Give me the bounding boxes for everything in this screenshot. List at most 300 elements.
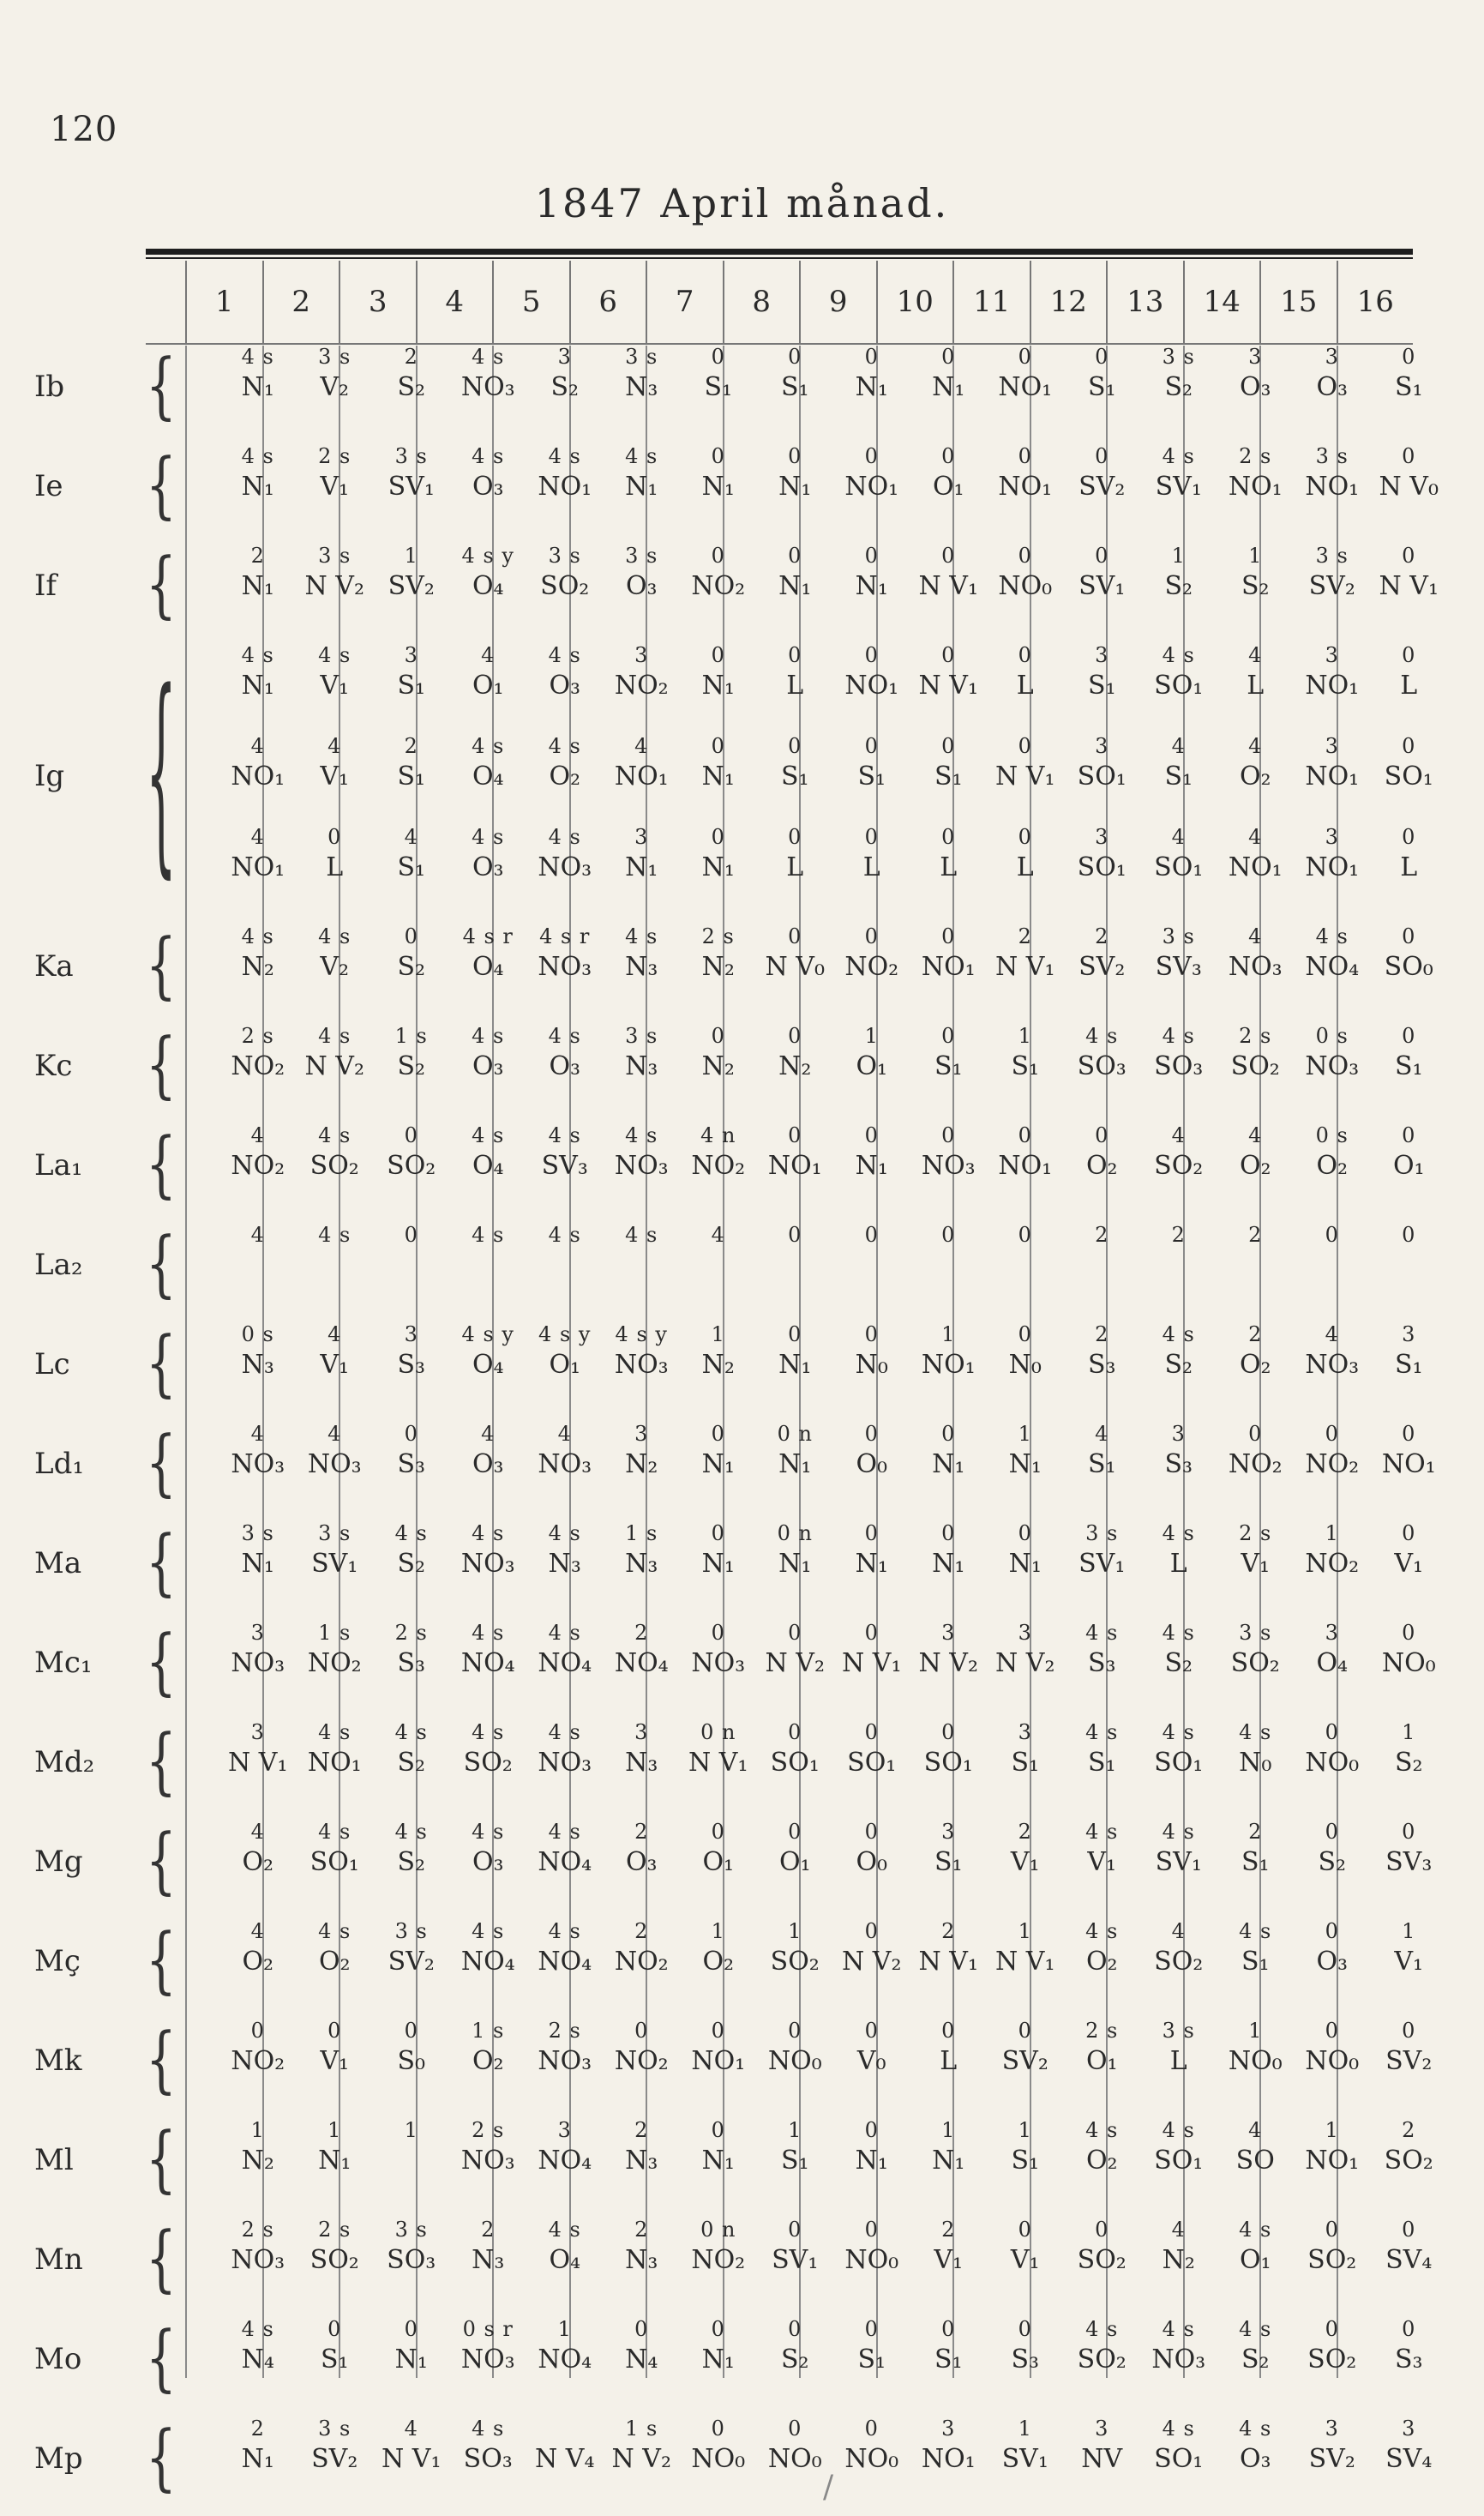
table-cell bbox=[987, 823, 1064, 886]
cell-wind bbox=[604, 1249, 681, 1284]
cell-value: 1 s bbox=[394, 1024, 428, 1048]
cell-wind: SO₂ bbox=[1307, 2344, 1357, 2375]
column-header: 11 bbox=[952, 261, 1030, 345]
table-cell bbox=[987, 2415, 1064, 2477]
cell-wind: SO₃ bbox=[1154, 1051, 1204, 1082]
cell-wind: V₁ bbox=[1394, 1947, 1424, 1977]
table-cell bbox=[373, 1022, 450, 1085]
table-cell bbox=[680, 1122, 757, 1184]
table-cell bbox=[757, 641, 834, 704]
cell-wind: S₁ bbox=[1011, 1748, 1040, 1779]
table-cell bbox=[680, 2116, 757, 2179]
cell-wind: V₁ bbox=[320, 2046, 350, 2077]
table-row bbox=[219, 732, 1447, 795]
cell-wind: O₀ bbox=[856, 1449, 888, 1480]
cell-value: 4 bbox=[1325, 1322, 1339, 1346]
cell-wind: O₃ bbox=[625, 571, 658, 602]
table-cell bbox=[987, 1122, 1064, 1184]
cell-value: 2 s bbox=[548, 2019, 581, 2043]
table-cell bbox=[297, 1818, 374, 1881]
cell-wind: O₁ bbox=[1239, 2245, 1271, 2276]
cell-wind: NO₂ bbox=[691, 1151, 746, 1182]
station-group bbox=[34, 1420, 1436, 1511]
table-cell bbox=[219, 1221, 297, 1284]
table-cell bbox=[757, 732, 834, 795]
cell-value: 0 bbox=[634, 2317, 649, 2341]
cell-wind: L bbox=[1169, 2046, 1187, 2077]
cell-value: 4 s bbox=[548, 1123, 581, 1147]
cell-wind: N₁ bbox=[855, 372, 888, 403]
table-cell bbox=[910, 542, 988, 605]
cell-wind: NO₄ bbox=[538, 1847, 592, 1878]
cell-value: 3 s bbox=[318, 345, 351, 369]
cell-wind: NO₁ bbox=[614, 761, 669, 792]
cell-value: 4 bbox=[1248, 825, 1263, 849]
cell-value: 4 s bbox=[548, 1919, 581, 1943]
table-cell bbox=[1140, 2315, 1217, 2378]
cell-value: 4 bbox=[327, 1322, 342, 1346]
table-cell bbox=[757, 1221, 834, 1284]
cell-wind: S₂ bbox=[1164, 1648, 1193, 1679]
cell-wind: NO₁ bbox=[767, 1151, 822, 1182]
table-cell bbox=[1217, 1718, 1295, 1781]
table-cell bbox=[219, 1520, 297, 1582]
table-cell bbox=[833, 442, 910, 505]
cell-wind: N V₁ bbox=[995, 761, 1055, 792]
table-cell bbox=[1371, 343, 1448, 406]
brace-glyph: { bbox=[146, 1123, 177, 1207]
cell-value: 3 bbox=[1325, 643, 1339, 667]
page-title: 1847 April månad. bbox=[534, 180, 950, 226]
cell-wind: S₂ bbox=[1241, 2344, 1270, 2375]
cell-wind: N₁ bbox=[625, 472, 658, 503]
table-cell bbox=[450, 2415, 527, 2477]
cell-value: 4 s bbox=[1085, 1024, 1119, 1048]
cell-value: 0 bbox=[788, 825, 802, 849]
cell-value: 4 bbox=[327, 734, 342, 758]
cell-value: 0 bbox=[864, 924, 879, 948]
table-cell bbox=[1064, 1022, 1141, 1085]
station-group bbox=[34, 442, 1439, 533]
table-cell bbox=[987, 343, 1064, 406]
cell-value: 0 bbox=[1402, 2019, 1416, 2043]
cell-value: 4 s bbox=[472, 444, 505, 468]
table-cell bbox=[604, 1619, 681, 1682]
table-cell bbox=[604, 2017, 681, 2080]
cell-wind: O₂ bbox=[472, 2046, 504, 2077]
column-header: 15 bbox=[1259, 261, 1337, 345]
cell-wind: L bbox=[786, 671, 804, 701]
cell-wind: S₂ bbox=[1318, 1847, 1347, 1878]
table-row bbox=[219, 442, 1447, 505]
cell-value: 2 bbox=[634, 1621, 649, 1645]
table-cell bbox=[833, 542, 910, 605]
table-cell bbox=[219, 2116, 297, 2179]
table-cell bbox=[604, 823, 681, 886]
cell-wind: SO₁ bbox=[1077, 761, 1127, 792]
table-cell bbox=[526, 2216, 604, 2278]
table-cell bbox=[219, 732, 297, 795]
cell-wind: NO₀ bbox=[844, 2444, 899, 2475]
cell-value: 2 s bbox=[1239, 1024, 1272, 1048]
table-cell bbox=[604, 2315, 681, 2378]
cell-wind bbox=[1371, 1249, 1448, 1284]
table-cell bbox=[1064, 1917, 1141, 1980]
cell-value: 1 bbox=[1171, 544, 1186, 568]
cell-wind: N V₄ bbox=[535, 2444, 595, 2475]
cell-wind: N₃ bbox=[625, 1051, 658, 1082]
cell-wind: SV₄ bbox=[1385, 2245, 1433, 2276]
table-row bbox=[219, 1917, 1447, 1980]
cell-wind: N₀ bbox=[1239, 1748, 1272, 1779]
cell-value: 1 bbox=[1018, 2118, 1032, 2142]
cell-wind: S₂ bbox=[1164, 1350, 1193, 1381]
brace-glyph: { bbox=[146, 2416, 177, 2500]
cell-wind: SO₁ bbox=[1154, 852, 1204, 883]
cell-wind: NO₄ bbox=[460, 1947, 515, 1977]
station-label: Ka bbox=[34, 949, 74, 984]
table-cell bbox=[604, 1122, 681, 1184]
cell-value: 0 bbox=[864, 825, 879, 849]
brace-glyph: { bbox=[146, 1819, 177, 1903]
station-label: Ib bbox=[34, 370, 65, 404]
column-header: 16 bbox=[1337, 261, 1414, 345]
cell-value: 3 s bbox=[318, 2417, 351, 2441]
cell-value: 0 bbox=[327, 2317, 342, 2341]
cell-wind: O₁ bbox=[778, 1847, 811, 1878]
cell-wind: NO₂ bbox=[231, 2046, 285, 2077]
cell-wind: NO₂ bbox=[1305, 1549, 1360, 1580]
cell-value: 0 bbox=[941, 2317, 956, 2341]
cell-wind: SV₂ bbox=[1001, 2046, 1048, 2077]
cell-value: 4 bbox=[1248, 2118, 1263, 2142]
cell-wind: N₁ bbox=[241, 671, 274, 701]
table-cell bbox=[1371, 923, 1448, 985]
cell-value: 0 bbox=[1095, 444, 1109, 468]
table-cell bbox=[1140, 1420, 1217, 1483]
cell-value: 3 s bbox=[1315, 544, 1349, 568]
cell-value: 4 s bbox=[472, 1223, 505, 1247]
table-cell bbox=[604, 1321, 681, 1383]
cell-value: 0 bbox=[864, 2118, 879, 2142]
cell-value: 3 s bbox=[548, 544, 581, 568]
cell-wind: N₁ bbox=[778, 1350, 812, 1381]
table-cell bbox=[680, 732, 757, 795]
cell-wind: S₁ bbox=[1164, 761, 1193, 792]
table-cell bbox=[1140, 542, 1217, 605]
table-cell bbox=[219, 823, 297, 886]
table-cell bbox=[1140, 1718, 1217, 1781]
table-cell bbox=[526, 1520, 604, 1582]
cell-value: 2 bbox=[941, 1919, 956, 1943]
station-group bbox=[34, 542, 1439, 633]
table-cell bbox=[450, 2315, 527, 2378]
table-cell bbox=[373, 1520, 450, 1582]
cell-wind: N V₂ bbox=[765, 1648, 825, 1679]
cell-value: 2 bbox=[941, 2218, 956, 2242]
cell-wind: NO₀ bbox=[844, 2245, 899, 2276]
cell-value: 0 bbox=[941, 544, 956, 568]
cell-wind: N₂ bbox=[778, 1051, 812, 1082]
cell-value: 2 bbox=[1171, 1223, 1186, 1247]
cell-value: 2 s bbox=[241, 1024, 274, 1048]
cell-value: 0 s bbox=[1315, 1123, 1349, 1147]
table-cell bbox=[987, 1718, 1064, 1781]
table-cell bbox=[450, 2216, 527, 2278]
cell-wind: L bbox=[786, 852, 804, 883]
table-cell bbox=[219, 1818, 297, 1881]
cell-value: 3 bbox=[1325, 734, 1339, 758]
cell-value: 0 bbox=[711, 1024, 725, 1048]
cell-value: 1 bbox=[1018, 2417, 1032, 2441]
cell-value: 0 bbox=[788, 1322, 802, 1346]
cell-wind: V₁ bbox=[320, 1350, 350, 1381]
table-cell bbox=[297, 1122, 374, 1184]
table-cell bbox=[1064, 2415, 1141, 2477]
cell-value: 4 s bbox=[1162, 1024, 1195, 1048]
cell-wind: SV₁ bbox=[1078, 1549, 1126, 1580]
cell-value: 4 s bbox=[1315, 924, 1349, 948]
table-cell bbox=[450, 2116, 527, 2179]
table-cell bbox=[1294, 823, 1371, 886]
cell-value: 3 s bbox=[318, 1521, 351, 1545]
cell-wind: NO₂ bbox=[307, 1648, 362, 1679]
table-cell bbox=[1217, 1619, 1295, 1682]
table-cell bbox=[604, 1420, 681, 1483]
cell-wind: NO₀ bbox=[767, 2046, 822, 2077]
table-cell bbox=[604, 2415, 681, 2477]
cell-value: 2 bbox=[250, 2417, 265, 2441]
cell-wind: O₄ bbox=[472, 952, 504, 983]
cell-wind: N₁ bbox=[855, 1151, 888, 1182]
cell-wind: NO₁ bbox=[1305, 852, 1360, 883]
cell-value: 0 bbox=[1402, 2317, 1416, 2341]
table-cell bbox=[987, 641, 1064, 704]
cell-value: 4 s y bbox=[461, 544, 514, 568]
cell-value: 4 s bbox=[625, 924, 658, 948]
cell-wind: O₃ bbox=[625, 1847, 658, 1878]
cell-wind: NO₀ bbox=[691, 2444, 746, 2475]
cell-wind: V₁ bbox=[934, 2245, 964, 2276]
table-cell bbox=[1064, 1321, 1141, 1383]
cell-value: 0 bbox=[711, 1820, 725, 1844]
cell-value: 0 bbox=[711, 345, 725, 369]
cell-value: 4 s bbox=[241, 345, 274, 369]
cell-wind: NO₀ bbox=[1228, 2046, 1283, 2077]
cell-wind: O₃ bbox=[549, 1051, 581, 1082]
table-cell bbox=[1217, 442, 1295, 505]
cell-wind: NO₃ bbox=[1305, 1350, 1360, 1381]
cell-value: 4 s bbox=[548, 444, 581, 468]
cell-value: 4 s bbox=[1085, 1820, 1119, 1844]
station-label: La₂ bbox=[34, 1248, 83, 1282]
cell-value: 3 s bbox=[1162, 345, 1195, 369]
table-cell bbox=[987, 1022, 1064, 1085]
cell-wind: NO₁ bbox=[231, 761, 285, 792]
table-cell bbox=[604, 1022, 681, 1085]
table-cell bbox=[680, 1818, 757, 1881]
cell-wind: O₁ bbox=[549, 1350, 581, 1381]
station-label: Lc bbox=[34, 1347, 70, 1381]
cell-wind: SO₁ bbox=[1077, 852, 1127, 883]
station-group bbox=[34, 1619, 1436, 1710]
table-cell bbox=[680, 1619, 757, 1682]
cell-value: 4 s bbox=[394, 1720, 428, 1744]
cell-wind: S₂ bbox=[550, 372, 580, 403]
table-cell bbox=[1217, 1520, 1295, 1582]
cell-wind: SO₂ bbox=[540, 571, 590, 602]
cell-wind: N₁ bbox=[241, 472, 274, 503]
table-cell bbox=[297, 1022, 374, 1085]
cell-wind: SV₁ bbox=[772, 2245, 819, 2276]
table-cell bbox=[757, 823, 834, 886]
cell-value: 4 s bbox=[394, 1820, 428, 1844]
table-cell bbox=[1064, 732, 1141, 795]
cell-value: 0 bbox=[788, 1720, 802, 1744]
cell-wind: NO₂ bbox=[614, 1947, 669, 1977]
cell-value: 3 bbox=[1095, 734, 1109, 758]
cell-value: 0 bbox=[327, 2019, 342, 2043]
table-cell bbox=[450, 1122, 527, 1184]
cell-wind: N₁ bbox=[241, 372, 274, 403]
cell-value: 0 bbox=[1018, 1521, 1032, 1545]
table-cell bbox=[680, 1718, 757, 1781]
table-cell bbox=[373, 641, 450, 704]
brace-glyph: { bbox=[146, 1421, 177, 1505]
table-cell bbox=[297, 1520, 374, 1582]
cell-value: 4 bbox=[711, 1223, 725, 1247]
cell-wind: S₂ bbox=[397, 1549, 426, 1580]
cell-wind: SO₂ bbox=[463, 1748, 513, 1779]
cell-value: 4 bbox=[250, 734, 265, 758]
cell-wind: SO₂ bbox=[309, 1151, 359, 1182]
table-cell bbox=[1294, 1917, 1371, 1980]
cell-wind: NO₂ bbox=[231, 1151, 285, 1182]
cell-value: 4 s bbox=[241, 2317, 274, 2341]
table-cell bbox=[1140, 442, 1217, 505]
cell-value: 4 s r bbox=[539, 924, 591, 948]
cell-wind: V₁ bbox=[320, 761, 350, 792]
table-row bbox=[219, 1818, 1447, 1881]
cell-wind: S₁ bbox=[934, 1051, 963, 1082]
table-cell bbox=[680, 641, 757, 704]
cell-value: 1 bbox=[1018, 1919, 1032, 1943]
cell-value: 0 n bbox=[700, 2218, 736, 2242]
cell-value: 4 s bbox=[472, 1820, 505, 1844]
table-cell bbox=[1371, 1917, 1448, 1980]
cell-wind: SV₁ bbox=[1155, 1847, 1202, 1878]
cell-wind: O₂ bbox=[702, 1947, 735, 1977]
cell-wind: N V₂ bbox=[995, 1648, 1055, 1679]
table-cell bbox=[1371, 2017, 1448, 2080]
cell-value: 4 s bbox=[625, 444, 658, 468]
cell-value: 0 bbox=[1018, 643, 1032, 667]
cell-value: 0 bbox=[864, 1322, 879, 1346]
brace-glyph: { bbox=[146, 443, 177, 527]
cell-wind: S₁ bbox=[780, 2146, 809, 2176]
cell-value: 0 bbox=[711, 2019, 725, 2043]
cell-wind: N₁ bbox=[701, 2344, 735, 2375]
cell-value: 0 bbox=[327, 825, 342, 849]
cell-value: 2 bbox=[634, 2218, 649, 2242]
table-row bbox=[219, 1022, 1447, 1085]
cell-value: 3 bbox=[404, 643, 418, 667]
table-cell bbox=[987, 923, 1064, 985]
table-cell bbox=[526, 442, 604, 505]
footer-mark: / bbox=[823, 2470, 834, 2505]
cell-wind: SO₂ bbox=[1230, 1648, 1280, 1679]
table-cell bbox=[1140, 732, 1217, 795]
table-cell bbox=[1217, 1420, 1295, 1483]
cell-wind: O₂ bbox=[1239, 1151, 1271, 1182]
cell-wind: N V₁ bbox=[842, 1648, 902, 1679]
cell-value: 2 s bbox=[1239, 444, 1272, 468]
table-cell bbox=[1371, 1818, 1448, 1881]
table-cell bbox=[219, 1321, 297, 1383]
table-cell bbox=[1294, 1619, 1371, 1682]
cell-value: 4 bbox=[1248, 734, 1263, 758]
cell-value: 3 s bbox=[1239, 1621, 1272, 1645]
table-cell bbox=[526, 2017, 604, 2080]
station-label: Mp bbox=[34, 2441, 83, 2476]
cell-wind: N V₂ bbox=[918, 1648, 978, 1679]
cell-wind: N₃ bbox=[625, 372, 658, 403]
cell-wind bbox=[373, 1249, 450, 1284]
cell-value: 0 s bbox=[241, 1322, 274, 1346]
table-cell bbox=[1064, 2315, 1141, 2378]
cell-wind: SV₂ bbox=[388, 571, 435, 602]
cell-value: 0 bbox=[1095, 2218, 1109, 2242]
cell-value: 2 bbox=[634, 1820, 649, 1844]
cell-wind bbox=[526, 1249, 604, 1284]
cell-wind: N V₀ bbox=[1379, 472, 1439, 503]
cell-value: 2 bbox=[404, 345, 418, 369]
cell-wind: SO₀ bbox=[1384, 952, 1433, 983]
cell-value: 0 bbox=[941, 2019, 956, 2043]
cell-wind bbox=[1140, 1249, 1217, 1284]
cell-value: 0 bbox=[1018, 2218, 1032, 2242]
cell-wind: N V₁ bbox=[995, 1947, 1055, 1977]
table-cell bbox=[604, 1818, 681, 1881]
cell-value: 4 s bbox=[1162, 1720, 1195, 1744]
cell-wind: SV₂ bbox=[311, 2444, 358, 2475]
cell-value: 0 bbox=[1402, 1123, 1416, 1147]
cell-value: 0 bbox=[404, 1422, 418, 1446]
cell-wind: O₁ bbox=[932, 472, 964, 503]
cell-wind: N V₀ bbox=[765, 952, 825, 983]
cell-wind: S₁ bbox=[1394, 1051, 1423, 1082]
cell-wind: SO₁ bbox=[309, 1847, 359, 1878]
cell-value: 0 bbox=[788, 1621, 802, 1645]
cell-value: 3 bbox=[1325, 2417, 1339, 2441]
table-cell bbox=[297, 2017, 374, 2080]
cell-wind: S₁ bbox=[1011, 2146, 1040, 2176]
cell-wind: O₁ bbox=[1085, 2046, 1118, 2077]
cell-wind: N V₁ bbox=[1379, 571, 1439, 602]
table-cell bbox=[1140, 2216, 1217, 2278]
cell-value: 0 bbox=[1325, 2218, 1339, 2242]
cell-value: 4 s bbox=[1239, 2317, 1272, 2341]
table-cell bbox=[373, 2315, 450, 2378]
table-row bbox=[219, 2017, 1447, 2080]
cell-value: 3 bbox=[1325, 345, 1339, 369]
table-row bbox=[219, 1420, 1447, 1483]
table-cell bbox=[297, 823, 374, 886]
brace-glyph: { bbox=[146, 1918, 177, 2002]
cell-wind: L bbox=[1016, 671, 1034, 701]
cell-wind: O₄ bbox=[472, 571, 504, 602]
table-cell bbox=[526, 923, 604, 985]
